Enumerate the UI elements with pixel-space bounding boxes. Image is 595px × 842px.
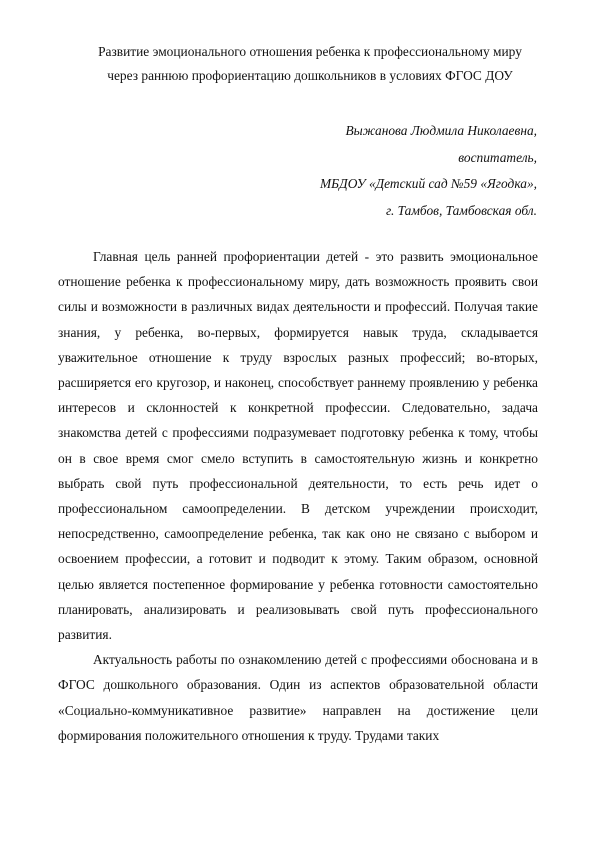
document-title (70, 40, 550, 88)
body-paragraph-2: Актуальность работы по ознакомлению детей с профессиями обоснована и в ФГОС дошкольного образования. Один из аспектов образовательной области «Социально-коммуникативное развитие» направлен на достижение цели формирования положительного отношения к труду. Трудами таких (58, 652, 538, 743)
title-line-2: через раннюю профориентацию дошкольников в условиях ФГОС ДОУ (107, 68, 513, 83)
author-city: г. Тамбов, Тамбовская обл. (385, 202, 537, 218)
title-line-1: Развитие эмоционального отношения ребенка к профессиональному миру (98, 44, 522, 59)
author-name: Выжанова Людмила Николаевна, (345, 123, 537, 138)
body-paragraph-1: Главная цель ранней профориентации детей - это развить эмоциональное отношение ребенка к профессиональному миру, дать возможность проявить свои силы и возможности в различных видах деятельности и профессий. Получая такие знания, у ребенка, во-первых, формируется навык труда, складывается уважительное отношение к труду взрослых разных профессий; во-вторых, расширяется его кругозор, и наконец, способствует раннему проявлению у ребенка интересов и склонностей к конкретной профессии. Следовательно, задача знакомства детей с профессиями подразумевает подготовку ребенка к тому, чтобы он в свое время смог смело вступить в самостоятельную жизнь и конкретно выбрать свой путь профессиональной деятельности, то есть речь идет о профессиональном самоопределении. В детском учреждении происходит, непосредственно, самоопределение ребенка, так как оно не связано с выбором и освоением профессии, а готовит и подводит к этому. Таким образом, основной целью является постепенное формирование у ребенка готовности самостоятельно планировать, анализировать и реализовывать свой путь профессионального развития. (58, 249, 538, 643)
document-body (58, 244, 538, 748)
author-organization: МБДОУ «Детский сад №59 «Ягодка», (319, 176, 537, 191)
author-position: воспитатель, (458, 149, 537, 165)
author-block (320, 118, 537, 224)
